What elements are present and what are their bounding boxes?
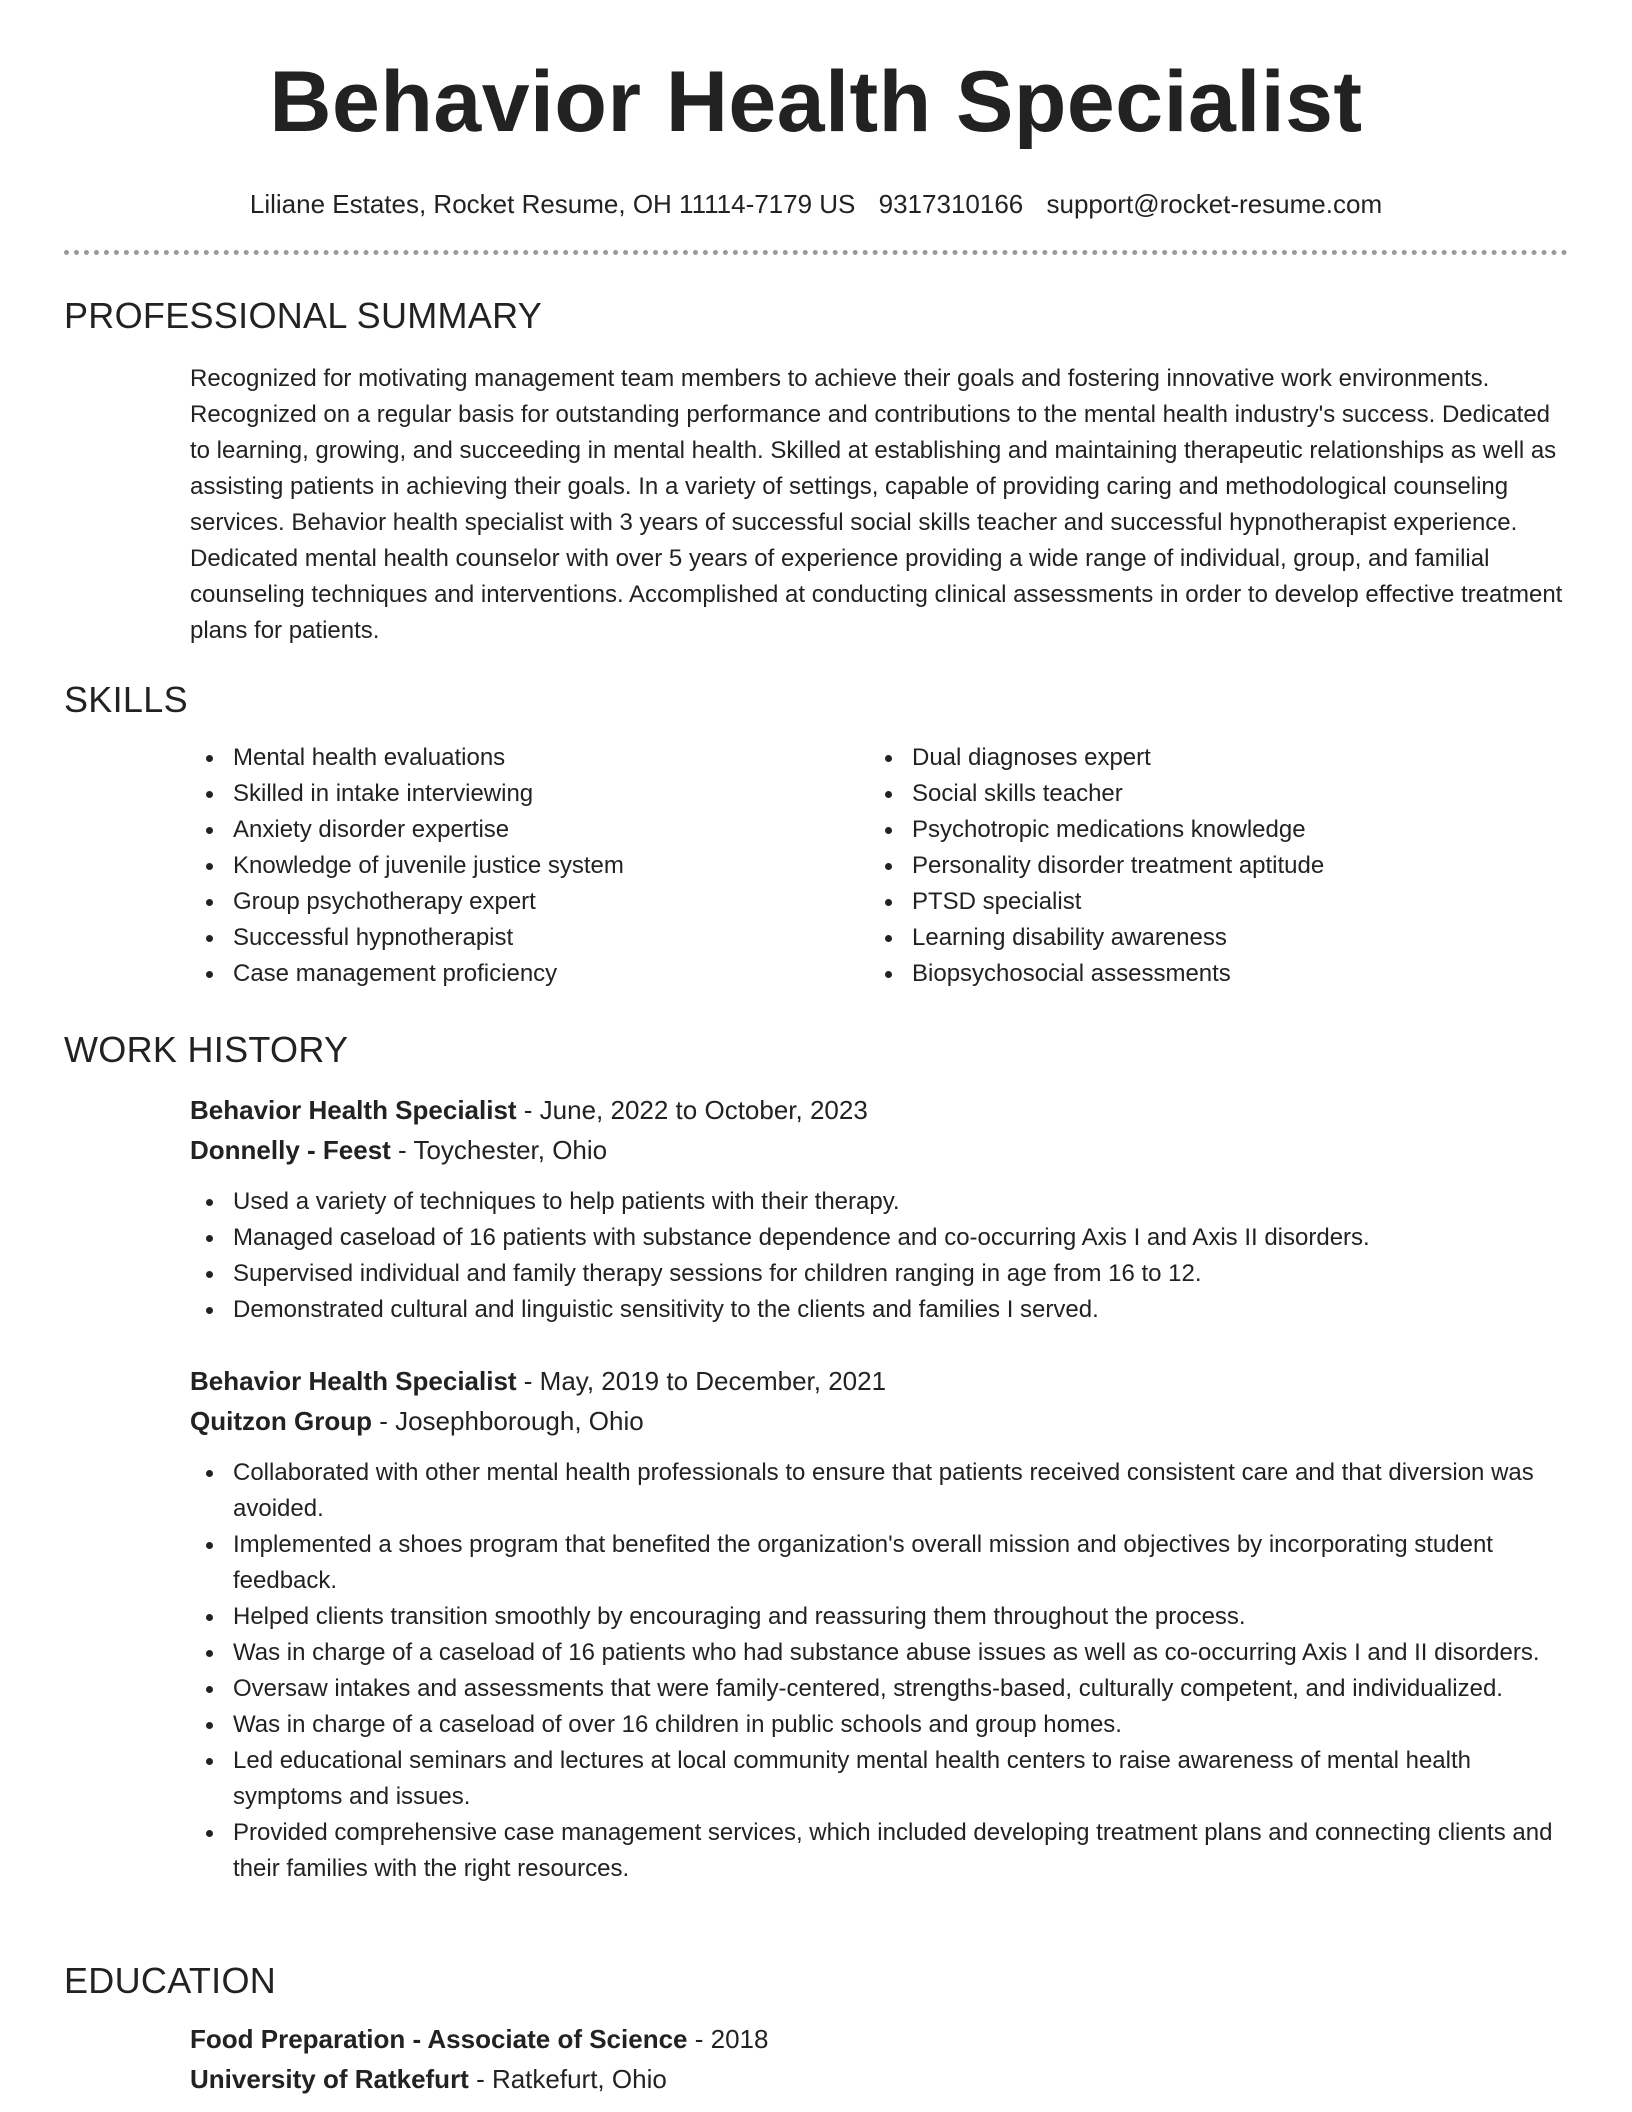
header-divider (64, 250, 1568, 255)
summary-section (64, 295, 1568, 649)
job-bullet: Led educational seminars and lectures at local community mental health centers to raise awareness of mental health symptoms and issues. (190, 1743, 1568, 1815)
skill-item: Knowledge of juvenile justice system (190, 848, 869, 884)
job-bullet: Demonstrated cultural and linguistic sensitivity to the clients and families I served. (190, 1292, 1568, 1328)
skill-item: Personality disorder treatment aptitude (869, 848, 1548, 884)
job-bullet-list (190, 1184, 1568, 1328)
address-text: Liliane Estates, Rocket Resume, OH 11114-7179 US (249, 189, 856, 219)
skill-item: Successful hypnotherapist (190, 920, 869, 956)
job-location: - Josephborough, Ohio (371, 1406, 644, 1436)
degree-name: Food Preparation - Associate of Science (190, 2024, 688, 2054)
work-heading: WORK HISTORY (64, 1029, 349, 1070)
job-company-line (190, 1130, 1568, 1170)
page-title: Behavior Health Specialist (269, 54, 1363, 150)
degree-year: - 2018 (687, 2024, 769, 2054)
phone-text: 9317310166 (878, 189, 1024, 219)
skill-item: Psychotropic medications knowledge (869, 812, 1548, 848)
job-title: Behavior Health Specialist (190, 1095, 517, 1125)
job-bullet: Oversaw intakes and assessments that were family-centered, strengths-based, culturally competent, and individualized. (190, 1671, 1568, 1707)
job-entry (190, 1090, 1568, 1328)
skills-right-list (869, 740, 1548, 992)
skill-item: Skilled in intake interviewing (190, 776, 869, 812)
job-bullet: Implemented a shoes program that benefited the organization's overall mission and objectives by incorporating student feedback. (190, 1527, 1568, 1599)
job-bullet-list (190, 1455, 1568, 1887)
job-company-line (190, 1401, 1568, 1441)
school-location: - Ratkefurt, Ohio (468, 2064, 667, 2094)
job-bullet: Helped clients transition smoothly by encouraging and reassuring them throughout the process. (190, 1599, 1568, 1635)
work-section (64, 1029, 1568, 1887)
skill-item: Dual diagnoses expert (869, 740, 1548, 776)
contact-line (64, 189, 1568, 220)
skill-item: Anxiety disorder expertise (190, 812, 869, 848)
job-bullet: Supervised individual and family therapy sessions for children ranging in age from 16 to 12. (190, 1256, 1568, 1292)
job-title-line (190, 1090, 1568, 1130)
job-dates: - June, 2022 to October, 2023 (516, 1095, 868, 1125)
skill-item: PTSD specialist (869, 884, 1548, 920)
skills-grid (190, 740, 1568, 992)
skills-section (64, 679, 1568, 992)
job-bullet: Collaborated with other mental health professionals to ensure that patients received consistent care and that diversion was avoided. (190, 1455, 1568, 1527)
education-entry (190, 2019, 1568, 2099)
skill-item: Social skills teacher (869, 776, 1548, 812)
job-company: Quitzon Group (190, 1406, 372, 1436)
job-title: Behavior Health Specialist (190, 1366, 517, 1396)
education-heading: EDUCATION (64, 1960, 277, 2001)
job-bullet: Was in charge of a caseload of 16 patients who had substance abuse issues as well as co-occurring Axis I and II disorders. (190, 1635, 1568, 1671)
skill-item: Case management proficiency (190, 956, 869, 992)
job-bullet: Used a variety of techniques to help patients with their therapy. (190, 1184, 1568, 1220)
job-bullet: Was in charge of a caseload of over 16 children in public schools and group homes. (190, 1707, 1568, 1743)
skills-left-list (190, 740, 869, 992)
summary-heading: PROFESSIONAL SUMMARY (64, 295, 543, 336)
skill-item: Biopsychosocial assessments (869, 956, 1548, 992)
school-line (190, 2059, 1568, 2099)
job-location: - Toychester, Ohio (390, 1135, 608, 1165)
email-link[interactable]: support@rocket-resume.com (1046, 189, 1383, 219)
skill-item: Group psychotherapy expert (190, 884, 869, 920)
skill-item: Mental health evaluations (190, 740, 869, 776)
job-company: Donnelly - Feest (190, 1135, 391, 1165)
summary-text: Recognized for motivating management team members to achieve their goals and fostering innovative work environments. Recognized on a regular basis for outstanding performance and contributions to the mental health industry's success. Dedicated to learning, growing, and succeeding in mental health. Skilled at establishing and maintaining therapeutic relationships as well as assisting patients in achieving their goals. In a variety of settings, capable of providing caring and methodological counseling services. Behavior health specialist with 3 years of successful social skills teacher and successful hypnotherapist experience. Dedicated mental health counselor with over 5 years of experience providing a wide range of individual, group, and familial counseling techniques and interventions. Accomplished at conducting clinical assessments in order to develop effective treatment plans for patients. (190, 365, 1563, 644)
job-dates: - May, 2019 to December, 2021 (516, 1366, 887, 1396)
job-bullet: Managed caseload of 16 patients with substance dependence and co-occurring Axis I and Axis II disorders. (190, 1220, 1568, 1256)
job-entry (190, 1361, 1568, 1887)
skills-heading: SKILLS (64, 679, 188, 720)
school-name: University of Ratkefurt (190, 2064, 469, 2094)
job-bullet: Provided comprehensive case management services, which included developing treatment plans and connecting clients and their families with the right resources. (190, 1815, 1568, 1887)
skill-item: Learning disability awareness (869, 920, 1548, 956)
education-section (64, 1960, 1568, 2099)
degree-line (190, 2019, 1568, 2059)
job-title-line (190, 1361, 1568, 1401)
